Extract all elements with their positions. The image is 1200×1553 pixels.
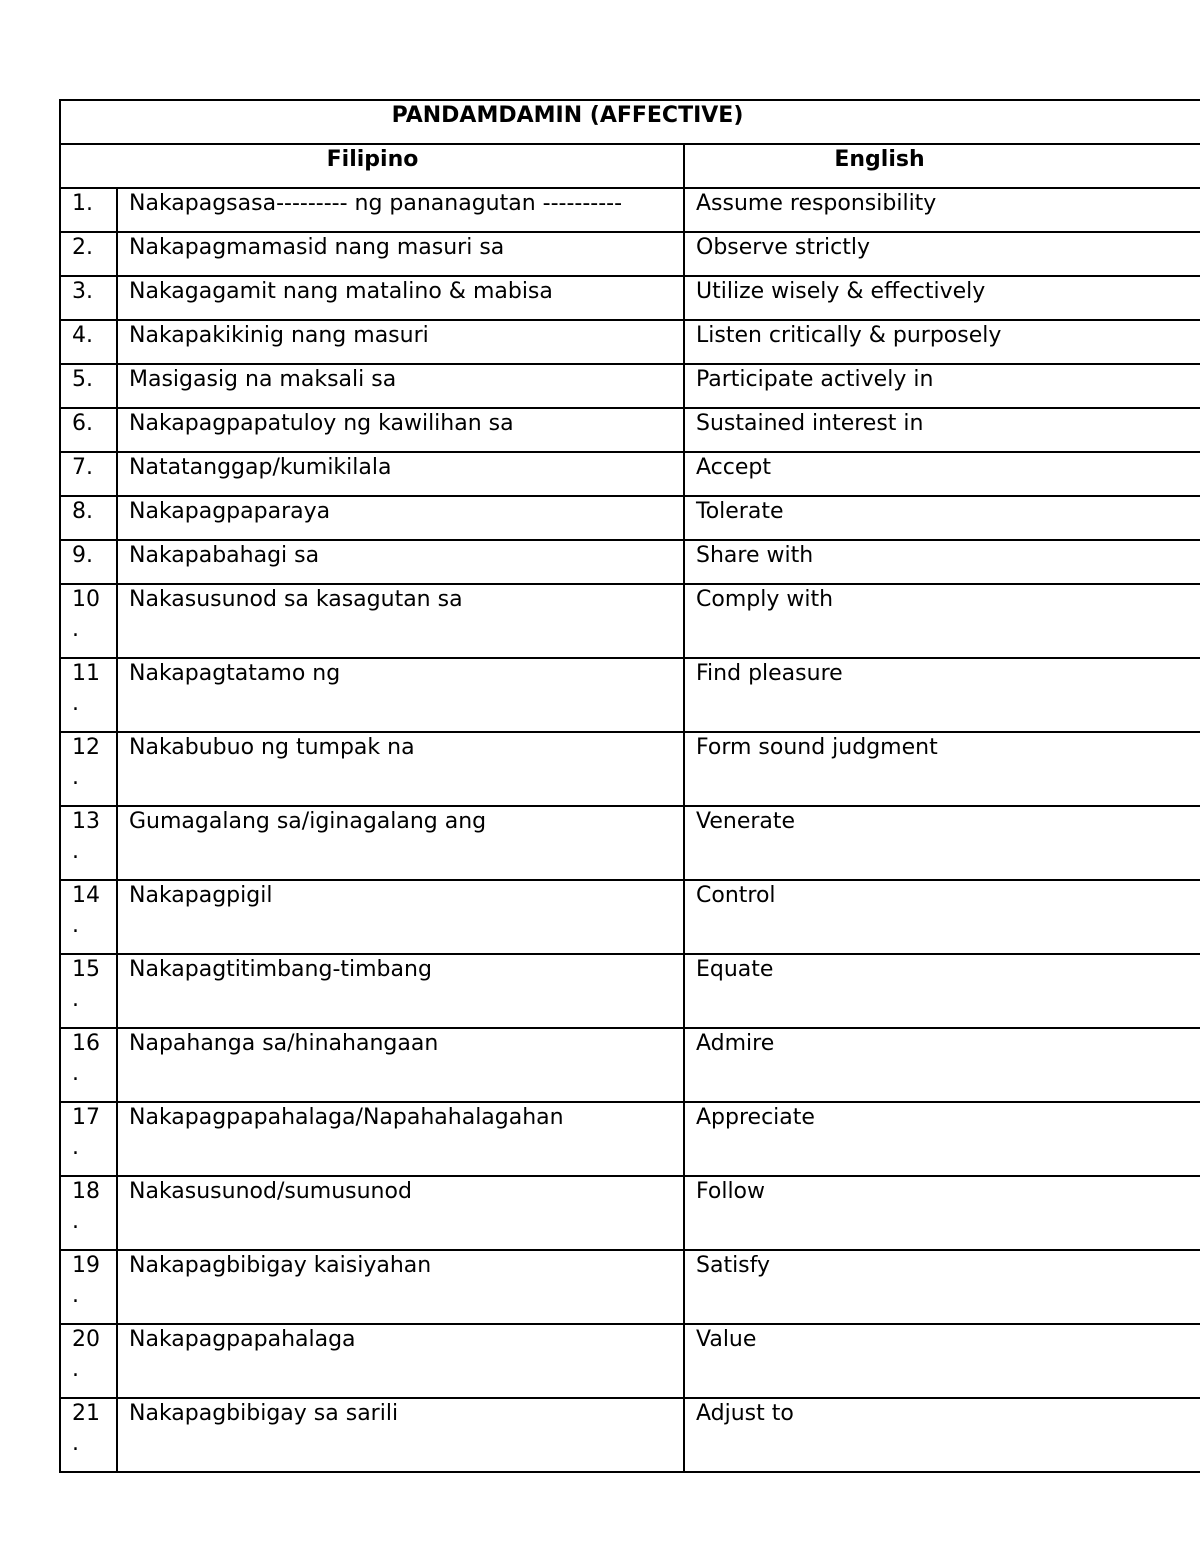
row-number-text: 8. — [72, 499, 93, 524]
row-number-text: 12 — [72, 735, 100, 760]
filipino-cell: Nakapagtitimbang-timbang — [117, 954, 684, 1028]
table-row — [60, 540, 1200, 584]
row-number-text: 17 — [72, 1105, 100, 1130]
row-number-dot: . — [72, 839, 79, 864]
row-number-text: 4. — [72, 323, 93, 348]
table-row — [60, 1250, 1200, 1324]
filipino-cell: Nakabubuo ng tumpak na — [117, 732, 684, 806]
row-number-dot: . — [72, 1135, 79, 1160]
english-cell: Assume responsibility — [684, 188, 1200, 232]
table-row — [60, 452, 1200, 496]
row-number-text: 2. — [72, 235, 93, 260]
table-row — [60, 1398, 1200, 1472]
row-number — [60, 276, 117, 320]
row-number-text: 14 — [72, 883, 100, 908]
filipino-cell: Nakasusunod/sumusunod — [117, 1176, 684, 1250]
row-number — [60, 364, 117, 408]
english-cell: Value — [684, 1324, 1200, 1398]
table-row — [60, 584, 1200, 658]
english-cell: Adjust to — [684, 1398, 1200, 1472]
table-row — [60, 732, 1200, 806]
english-cell: Participate actively in — [684, 364, 1200, 408]
filipino-cell: Masigasig na maksali sa — [117, 364, 684, 408]
table-title: PANDAMDAMIN (AFFECTIVE) — [60, 100, 1200, 144]
english-cell: Share with — [684, 540, 1200, 584]
title-row — [60, 100, 1200, 144]
header-english: English — [684, 144, 1200, 188]
filipino-cell: Nakagagamit nang matalino & mabisa — [117, 276, 684, 320]
row-number — [60, 496, 117, 540]
table-row — [60, 232, 1200, 276]
row-number-text: 5. — [72, 367, 93, 392]
table-row — [60, 408, 1200, 452]
table-body — [60, 100, 1200, 1472]
english-cell: Sustained interest in — [684, 408, 1200, 452]
filipino-cell: Nakapagtatamo ng — [117, 658, 684, 732]
row-number-dot: . — [72, 1357, 79, 1382]
english-cell: Observe strictly — [684, 232, 1200, 276]
row-number — [60, 1028, 117, 1102]
row-number-text: 9. — [72, 543, 93, 568]
row-number — [60, 1176, 117, 1250]
filipino-cell: Nakapagpigil — [117, 880, 684, 954]
filipino-cell: Nakapagmamasid nang masuri sa — [117, 232, 684, 276]
row-number-dot: . — [72, 913, 79, 938]
english-cell: Appreciate — [684, 1102, 1200, 1176]
row-number-dot: . — [72, 1431, 79, 1456]
english-cell: Equate — [684, 954, 1200, 1028]
row-number-text: 6. — [72, 411, 93, 436]
filipino-cell: Gumagalang sa/iginagalang ang — [117, 806, 684, 880]
filipino-cell: Nakapagsasa--------- ng pananagutan ---------- — [117, 188, 684, 232]
filipino-cell: Nakapagbibigay kaisiyahan — [117, 1250, 684, 1324]
filipino-cell: Natatanggap/kumikilala — [117, 452, 684, 496]
filipino-cell: Nakapabahagi sa — [117, 540, 684, 584]
row-number-text: 11 — [72, 661, 100, 686]
row-number-text: 20 — [72, 1327, 100, 1352]
english-cell: Find pleasure — [684, 658, 1200, 732]
table-row — [60, 806, 1200, 880]
affective-table — [59, 99, 1200, 1473]
row-number-text: 15 — [72, 957, 100, 982]
row-number — [60, 806, 117, 880]
row-number — [60, 232, 117, 276]
english-cell: Form sound judgment — [684, 732, 1200, 806]
row-number-dot: . — [72, 765, 79, 790]
row-number-text: 3. — [72, 279, 93, 304]
english-cell: Tolerate — [684, 496, 1200, 540]
table-row — [60, 496, 1200, 540]
table-row — [60, 954, 1200, 1028]
row-number — [60, 452, 117, 496]
table-row — [60, 320, 1200, 364]
row-number-text: 16 — [72, 1031, 100, 1056]
filipino-cell: Nakapagpapatuloy ng kawilihan sa — [117, 408, 684, 452]
table-row — [60, 1324, 1200, 1398]
table-row — [60, 1102, 1200, 1176]
row-number-dot: . — [72, 987, 79, 1012]
filipino-cell: Nakapakikinig nang masuri — [117, 320, 684, 364]
row-number-text: 10 — [72, 587, 100, 612]
filipino-cell: Nakasusunod sa kasagutan sa — [117, 584, 684, 658]
row-number — [60, 1398, 117, 1472]
table-row — [60, 188, 1200, 232]
row-number-dot: . — [72, 691, 79, 716]
table-row — [60, 364, 1200, 408]
row-number — [60, 658, 117, 732]
row-number — [60, 954, 117, 1028]
row-number-text: 18 — [72, 1179, 100, 1204]
filipino-cell: Nakapagpaparaya — [117, 496, 684, 540]
row-number-dot: . — [72, 1283, 79, 1308]
row-number — [60, 1250, 117, 1324]
table-row — [60, 880, 1200, 954]
row-number — [60, 1102, 117, 1176]
english-cell: Admire — [684, 1028, 1200, 1102]
table-row — [60, 1176, 1200, 1250]
row-number — [60, 540, 117, 584]
table-row — [60, 658, 1200, 732]
filipino-cell: Nakapagpapahalaga — [117, 1324, 684, 1398]
row-number-text: 7. — [72, 455, 93, 480]
row-number — [60, 880, 117, 954]
row-number-text: 19 — [72, 1253, 100, 1278]
row-number-text: 21 — [72, 1401, 100, 1426]
english-cell: Accept — [684, 452, 1200, 496]
row-number — [60, 584, 117, 658]
row-number — [60, 188, 117, 232]
row-number — [60, 1324, 117, 1398]
row-number — [60, 408, 117, 452]
filipino-cell: Nakapagpapahalaga/Napahahalagahan — [117, 1102, 684, 1176]
table-row — [60, 276, 1200, 320]
row-number-text: 1. — [72, 191, 93, 216]
english-cell: Venerate — [684, 806, 1200, 880]
english-cell: Satisfy — [684, 1250, 1200, 1324]
english-cell: Control — [684, 880, 1200, 954]
header-filipino: Filipino — [60, 144, 684, 188]
english-cell: Utilize wisely & effectively — [684, 276, 1200, 320]
english-cell: Follow — [684, 1176, 1200, 1250]
english-cell: Listen critically & purposely — [684, 320, 1200, 364]
table-row — [60, 1028, 1200, 1102]
row-number-dot: . — [72, 617, 79, 642]
filipino-cell: Nakapagbibigay sa sarili — [117, 1398, 684, 1472]
header-row — [60, 144, 1200, 188]
row-number-dot: . — [72, 1061, 79, 1086]
row-number — [60, 732, 117, 806]
row-number — [60, 320, 117, 364]
filipino-cell: Napahanga sa/hinahangaan — [117, 1028, 684, 1102]
row-number-text: 13 — [72, 809, 100, 834]
english-cell: Comply with — [684, 584, 1200, 658]
row-number-dot: . — [72, 1209, 79, 1234]
